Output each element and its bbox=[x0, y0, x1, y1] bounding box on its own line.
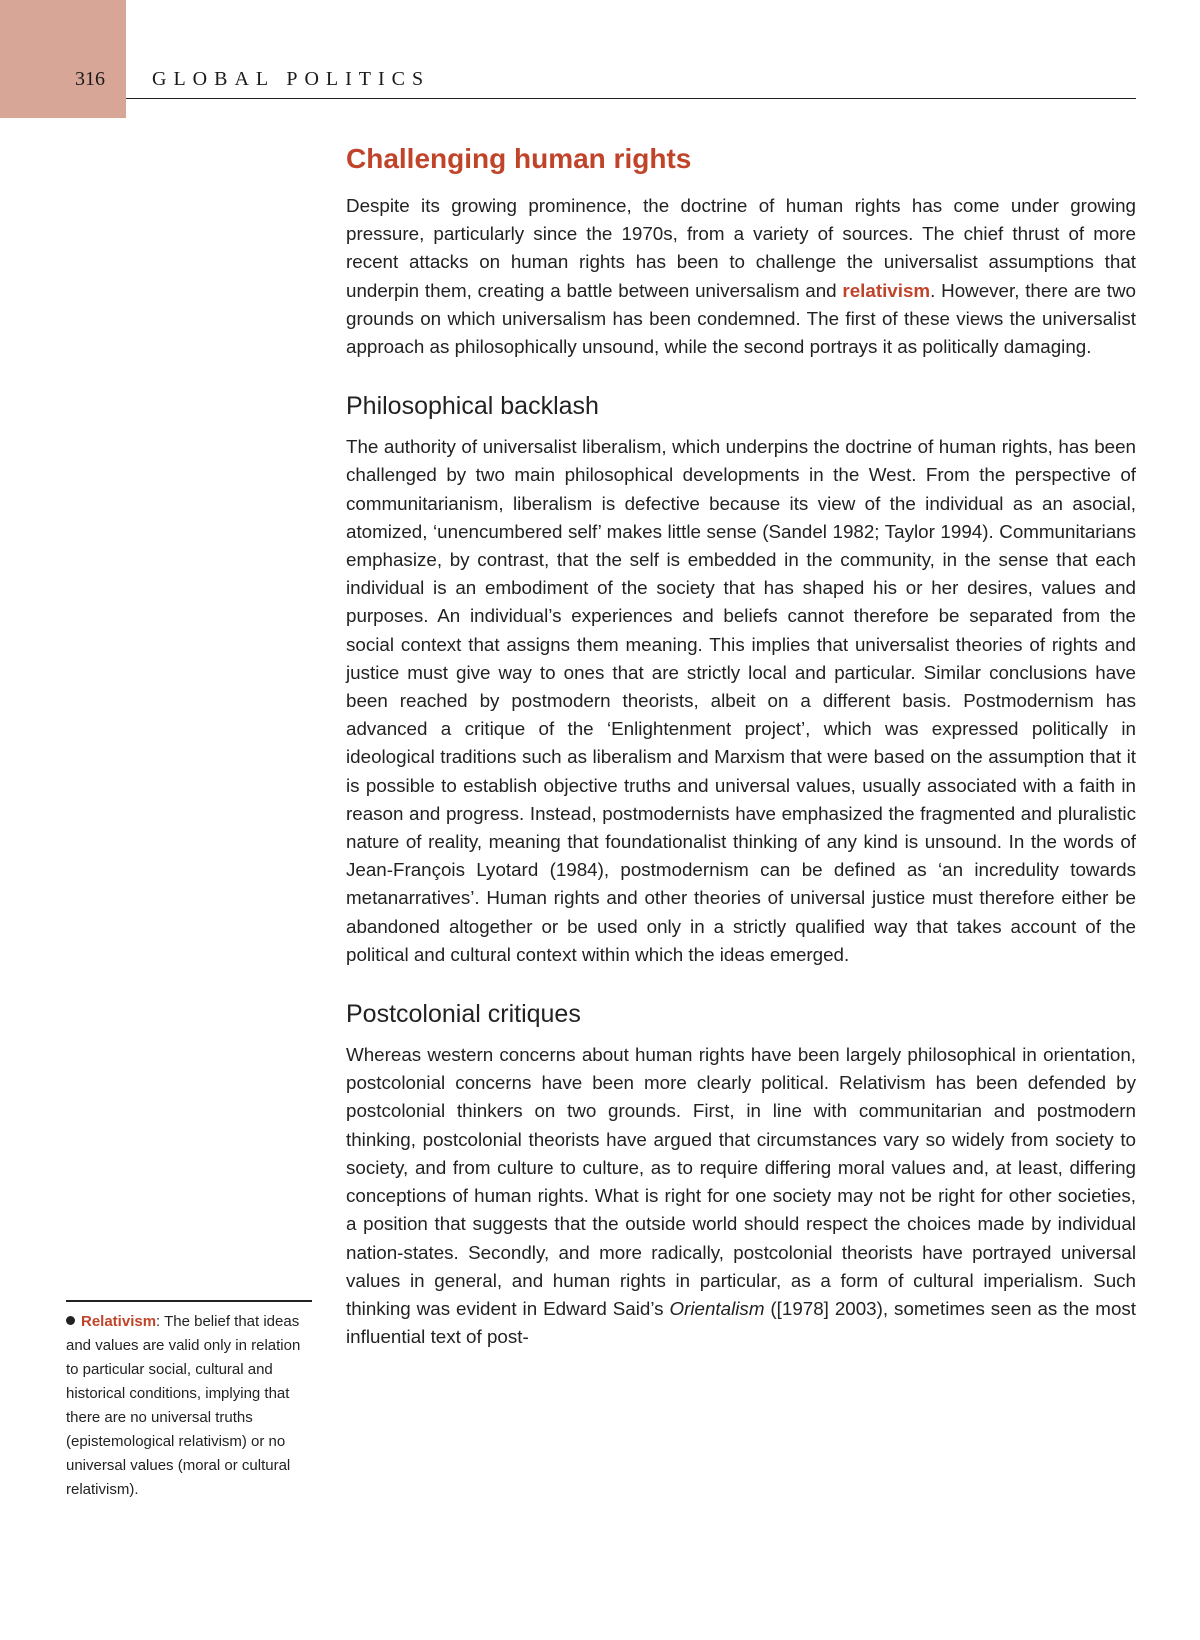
margin-note-term: Relativism bbox=[81, 1313, 157, 1330]
margin-note-definition: : The belief that ideas and values are valid only in relation to particular social, cultural and historical conditions, implying that there are no universal truths (epistemological relativism) or no universal values (moral or cultural relativism). bbox=[66, 1313, 301, 1498]
book-title-orientalism: Orientalism bbox=[669, 1297, 765, 1319]
subheading-philosophical-backlash: Philosophical backlash bbox=[346, 392, 599, 421]
key-term-relativism: relativism bbox=[842, 279, 931, 301]
bullet-icon bbox=[66, 1316, 75, 1325]
intro-text-2: . However, there are two grounds on which universalism has been condemned. The first of these views the universalist approach as philosophically unsound, while the second portrays it as politically damaging. bbox=[346, 279, 1137, 358]
section-title: Challenging human rights bbox=[346, 143, 692, 174]
postcolonial-paragraph bbox=[346, 1041, 1136, 1351]
header-rule bbox=[126, 98, 1136, 99]
running-head: GLOBAL POLITICS bbox=[152, 68, 431, 90]
corner-color-block bbox=[0, 0, 126, 118]
philosophical-paragraph: The authority of universalist liberalism, which underpins the doctrine of human rights, has been challenged by two main philosophical developments in the West. From the perspective of communitarianism, liberalism is defective because its view of the individual as an asocial, atomized, ‘unencumbered self’ makes little sense (Sandel 1982; Taylor 1994). Communitarians emphasize, by contrast, that the self is embedded in the community, in the sense that each individual is an embodiment of the society that has shaped his or her desires, values and purposes. An individual’s experiences and beliefs cannot therefore be separated from the social context that assigns them meaning. This implies that universalist theories of rights and justice must give way to ones that are strictly local and particular. Similar conclusions have been reached by postmodern theorists, albeit on a different basis. Postmodernism has advanced a critique of the ‘Enlightenment project’, which was expressed politically in ideological traditions such as liberalism and Marxism that were based on the assumption that it is possible to establish objective truths and universal values, usually associated with a faith in reason and progress. Instead, postmodernists have emphasized the fragmented and pluralistic nature of reality, meaning that foundationalist thinking of any kind is unsound. In the words of Jean-François Lyotard (1984), postmodernism can be defined as ‘an incredulity towards metanarratives’. Human rights and other theories of universal justice must therefore either be abandoned altogether or be used only in a strictly qualified way that takes account of the political and cultural context within which the ideas emerged. bbox=[346, 436, 1136, 965]
page-number: 316 bbox=[75, 68, 105, 90]
postcolonial-text-2: ([1978] 2003), sometimes seen as the most influential text of post- bbox=[346, 1297, 1137, 1348]
postcolonial-text-1: Whereas western concerns about human rights have been largely philosophical in orientation, postcolonial concerns have been more clearly political. Relativism has been defended by postcolonial thinkers on two grounds. First, in line with communitarian and postmodern thinking, postcolonial theorists have argued that circumstances vary so widely from society to society, and from culture to culture, as to require differing moral values and, at least, differing conceptions of human rights. What is right for one society may not be right for other societies, a position that suggests that the outside world should respect the choices made by individual nation-states. Secondly, and more radically, postcolonial theorists have portrayed universal values in general, and human rights in particular, as a form of cultural imperialism. Such thinking was evident in Edward Said’s bbox=[346, 1044, 1136, 1319]
subheading-postcolonial-critiques: Postcolonial critiques bbox=[346, 1000, 581, 1029]
main-text-column bbox=[346, 142, 1136, 1351]
margin-definition-note bbox=[66, 1300, 312, 1502]
intro-paragraph bbox=[346, 192, 1136, 361]
intro-text-1: Despite its growing prominence, the doctrine of human rights has come under growing pressure, particularly since the 1970s, from a variety of sources. The chief thrust of more recent attacks on human rights has been to challenge the universalist assumptions that underpin them, creating a battle between universalism and bbox=[346, 195, 1136, 301]
